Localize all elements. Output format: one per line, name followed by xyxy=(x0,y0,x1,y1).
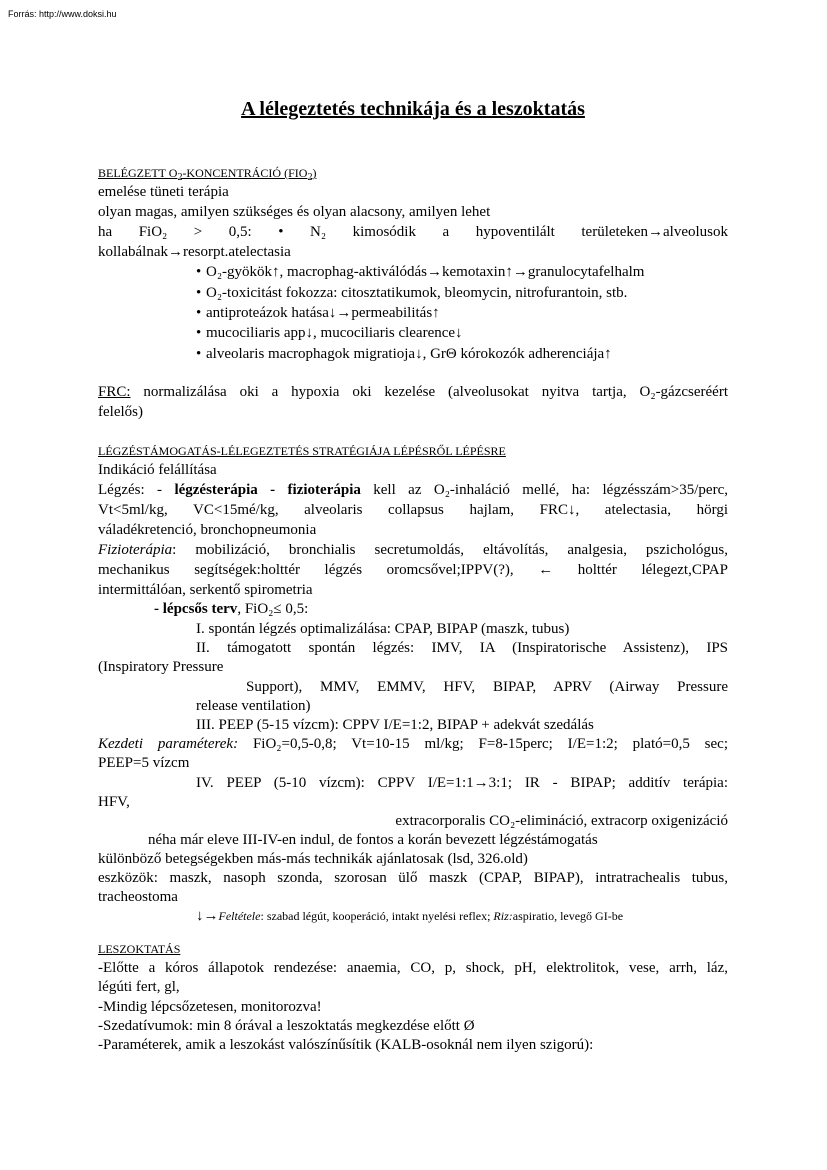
section-heading-strategy: LÉGZÉSTÁMOGATÁS-LÉLEGEZTETÉS STRATÉGIÁJA LÉPÉSRŐL LÉPÉSRE xyxy=(98,444,506,458)
text-line: légúti fert, gl, xyxy=(98,979,180,995)
text-line: váladékretenció, bronchopneumonia xyxy=(98,522,317,538)
frc-line: FRC: normalizálása oki a hypoxia oki kezelése (alveolusokat nyitva tartja, O₂-gázcseréért xyxy=(98,384,728,400)
text-line: Kezdeti paraméterek: FiO₂=0,5-0,8; Vt=10-15 ml/kg; F=8-15perc; I/E=1:2; plató=0,5 sec; xyxy=(98,736,728,752)
list-item: • O₂-gyökök↑, macrophag-aktiválódás→kemotaxin↑→granulocytafelhalm xyxy=(196,262,644,282)
text-line: -Előtte a kóros állapotok rendezése: anaemia, CO, p, shock, pH, elektrolitok, vese, arrh, láz, xyxy=(98,960,728,976)
text-line: -Mindig lépcsőzetesen, monitorozva! xyxy=(98,999,322,1015)
list-item: • mucociliaris app↓, mucociliaris clearence↓ xyxy=(196,323,463,343)
text-line: Fizioterápia: mobilizáció, bronchialis secretumoldás, eltávolítás, analgesia, pszichológus, xyxy=(98,542,728,558)
text-line: Légzés: - légzésterápia - fizioterápia kell az O₂-inhaláció mellé, ha: légzésszám>35/perc, xyxy=(98,482,728,498)
list-item: • O₂-toxicitást fokozza: citosztatikumok, bleomycin, nitrofurantoin, stb. xyxy=(196,283,627,303)
text-line: III. PEEP (5-15 vízcm): CPPV I/E=1:2, BIPAP + adekvát szedálás xyxy=(196,717,594,733)
text-line: eszközök: maszk, nasoph szonda, szorosan ülő maszk (CPAP, BIPAP), intratrachealis tubus, xyxy=(98,870,728,886)
text-line: Support), MMV, EMMV, HFV, BIPAP, APRV (Airway Pressure xyxy=(246,679,728,695)
text-line: I. spontán légzés optimalizálása: CPAP, BIPAP (maszk, tubus) xyxy=(196,621,570,637)
footnote-line: ↓→Feltétele: szabad légút, kooperáció, intakt nyelési reflex; Riz:aspiratio, levegő GI-be xyxy=(196,908,624,924)
text-line: extracorporalis CO₂-elimináció, extracorp oxigenizáció xyxy=(395,813,728,829)
text-line: Indikáció felállítása xyxy=(98,462,217,478)
text-line: release ventilation) xyxy=(196,698,311,714)
text-line: (Inspiratory Pressure xyxy=(98,659,224,675)
text-line: mechanikus segítségek:holttér légzés oromcsővel;IPPV(?), ← holttér lélegezt,CPAP xyxy=(98,562,728,578)
text-line: különböző betegségekben más-más technikák ajánlatosak (lsd, 326.old) xyxy=(98,851,528,867)
text-line: IV. PEEP (5-10 vízcm): CPPV I/E=1:1→3:1; IR - BIPAP; additív terápia: xyxy=(196,775,728,791)
text-line: olyan magas, amilyen szükséges és olyan alacsony, amilyen lehet xyxy=(98,204,491,220)
page-title: A lélegeztetés technikája és a leszoktatás xyxy=(241,98,585,120)
section-heading-weaning: LESZOKTATÁS xyxy=(98,942,181,956)
text-line: - lépcsős terv, FiO₂≤ 0,5: xyxy=(154,601,309,617)
text-line: ha FiO₂ > 0,5: • N₂ kimosódik a hypoventilált területeken→alveolusok xyxy=(98,224,728,240)
text-line: kollabálnak→resorpt.atelectasia xyxy=(98,244,291,260)
list-item: • antiproteázok hatása↓→permeabilitás↑ xyxy=(196,303,440,323)
list-item: • alveolaris macrophagok migratioja↓, GrΘ kórokozók adherenciája↑ xyxy=(196,344,612,364)
text-line: felelős) xyxy=(98,404,143,420)
text-line: emelése tüneti terápia xyxy=(98,184,229,200)
text-line: -Paraméterek, amik a leszokást valószínűsítik (KALB-osoknál nem ilyen szigorú): xyxy=(98,1037,594,1053)
text-line: PEEP=5 vízcm xyxy=(98,755,190,771)
text-line: II. támogatott spontán légzés: IMV, IA (Inspiratorische Assistenz), IPS xyxy=(196,640,728,656)
text-line: HFV, xyxy=(98,794,130,810)
source-url: Forrás: http://www.doksi.hu xyxy=(8,9,117,19)
text-line: Vt<5ml/kg, VC<15mé/kg, alveolaris collapsus hajlam, FRC↓, atelectasia, hörgi xyxy=(98,502,728,518)
text-line: intermittálóan, serkentő spirometria xyxy=(98,582,313,598)
section-heading-fio2: BELÉGZETT $O_2$-KONCENTRÁCIÓ $(FIO_2)$ xyxy=(98,166,317,183)
text-line: -Szedatívumok: min 8 órával a leszoktatás megkezdése előtt Ø xyxy=(98,1018,475,1034)
text-line: tracheostoma xyxy=(98,889,178,905)
text-line: néha már eleve III-IV-en indul, de fontos a korán bevezett légzéstámogatás xyxy=(148,832,598,848)
